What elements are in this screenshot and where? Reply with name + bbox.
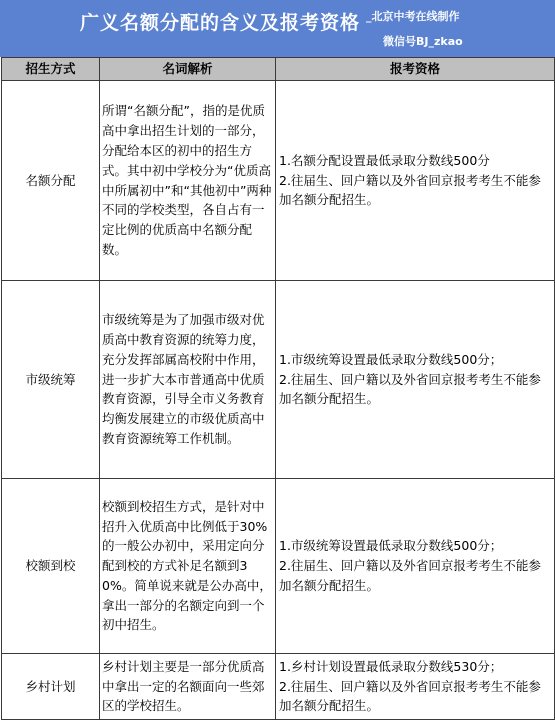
explanation-cell: 乡村计划主要是一部分优质高中拿出一定的名额面向一些郊区的学校招生。 (100, 654, 276, 720)
admission-table (1, 57, 555, 720)
header-explanation: 名词解析 (100, 58, 276, 81)
header-method: 招生方式 (2, 58, 100, 81)
qualification-cell (276, 81, 555, 281)
qualification-line: 2.往届生、回户籍以及外省回京报考考生不能参加名额分配招生。 (279, 678, 541, 714)
qualification-line: 1.市级统筹设置最低录取分数线500分； (279, 351, 503, 367)
qualification-cell (276, 281, 555, 479)
table-row (2, 281, 555, 479)
title-banner (0, 0, 555, 57)
qualification-cell (276, 479, 555, 654)
qualification-line: 1.名额分配设置最低录取分数线500分 (279, 152, 490, 168)
credit-text: _北京中考在线制作 (366, 10, 460, 23)
explanation-cell: 市级统筹是为了加强市级对优质高中教育资源的统筹力度，充分发挥部属高校附中作用，进一步扩大本市普通高中优质教育资源，引导全市义务教育均衡发展建立的市级优质高中教育资源统筹工作机制。 (100, 281, 276, 479)
page-title: 广义名额分配的含义及报考资格 (80, 12, 361, 34)
method-cell: 名额分配 (2, 81, 100, 281)
explanation-cell: 校额到校招生方式，是针对中招升入优质高中比例低于30%的一般公办初中，采用定向分配到校的方式补足名额到30%。简单说来就是公办高中，拿出一部分的名额定向到一个初中招生。 (100, 479, 276, 654)
table-row (2, 654, 555, 720)
explanation-cell: 所谓“名额分配”，指的是优质高中拿出招生计划的一部分，分配给本区的初中的招生方式。其中初中学校分为“优质高中所属初中”和“其他初中”两种不同的学校类型，各自占有一定比例的优质高中名额分配数。 (100, 81, 276, 281)
method-cell: 校额到校 (2, 479, 100, 654)
qualification-line: 2.往届生、回户籍以及外省回京报考考生不能参加名额分配招生。 (279, 172, 541, 208)
header-qualification: 报考资格 (276, 58, 555, 81)
qualification-line: 1.市级统筹设置最低录取分数线500分； (279, 538, 503, 554)
method-cell: 市级统筹 (2, 281, 100, 479)
qualification-cell (276, 654, 555, 720)
table-header-row (2, 58, 555, 81)
qualification-line: 1.乡村计划设置最低录取分数线530分； (279, 658, 503, 674)
method-cell: 乡村计划 (2, 654, 100, 720)
wechat-id-text: 微信号BJ_zkao (383, 35, 463, 48)
table-row (2, 479, 555, 654)
table-row (2, 81, 555, 281)
qualification-line: 2.往届生、回户籍以及外省回京报考考生不能参加名额分配招生。 (279, 558, 541, 593)
qualification-line: 2.往届生、回户籍以及外省回京报考考生不能参加名额分配招生。 (279, 371, 541, 407)
